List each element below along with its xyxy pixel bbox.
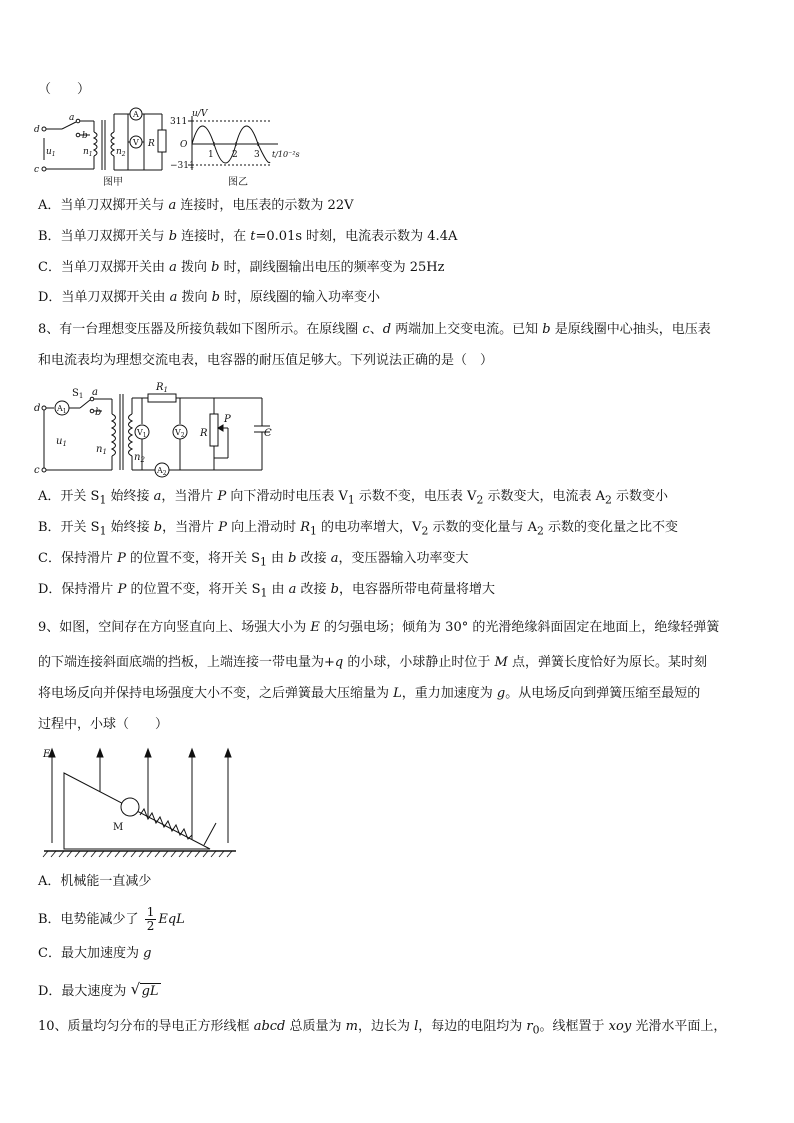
svg-text:n2: $n_2$ [134, 452, 145, 464]
svg-text:A2: $A_2$ [157, 466, 167, 477]
q8-stem-line-2: 和电流表均为理想交流电表，电容器的耐压值足够大。下列说法正确的是（ ） [38, 353, 494, 368]
svg-text:C: C [264, 428, 272, 439]
svg-text:d: d [34, 403, 41, 414]
q8-figure-circuit [32, 378, 272, 478]
q8-option-c: C．保持滑片 P 的位置不变，将开关 $S_1$ 由 b 改接 a，变压器输入功率变大 [38, 551, 469, 569]
svg-text:b: b [95, 407, 102, 418]
q9-option-d: D．最大速度为 √ gL [38, 980, 159, 999]
graph-y-max: 311 [170, 117, 188, 127]
svg-text:A1: $A_1$ [57, 404, 67, 415]
graph-tick-3: 3 [254, 150, 260, 160]
q10-stem-line-1: 10、质量均匀分布的导电正方形线框 abcd 总质量为 m，边长为 l，每边的电阻均为 $r_0$。线框置于 xoy 光滑水平面上， [38, 1019, 727, 1037]
q8-option-a: A．开关 $S_1$ 始终接 a，当滑片 P 向下滑动时电压表 $V_1$ 示数不变，电压表 $V_2$ 示数变大，电流表 $A_2$ 示数变小 [38, 489, 669, 507]
q7-option-a: A．当单刀双掷开关与 a 连接时，电压表的示数为 22V [38, 198, 354, 213]
q7-figure-b-graph [170, 110, 305, 175]
q9-stem-line-1: 9、如图，空间存在方向竖直向上、场强大小为 E 的匀强电场；倾角为 30° 的光滑绝缘斜面固定在地面上，绝缘轻弹簧 [38, 620, 720, 635]
graph-tick-1: 1 [208, 150, 214, 160]
svg-text:V1: $V_1$ [137, 428, 147, 439]
q7-figure-a-circuit [32, 108, 172, 178]
voltmeter-label: V [133, 138, 139, 147]
q9-option-a: A．机械能一直减少 [38, 874, 152, 889]
svg-text:a: a [92, 387, 98, 398]
svg-text:u1: $u_1$ [46, 147, 56, 158]
graph-y-min: −311 [170, 161, 195, 171]
graph-tick-2: 2 [232, 150, 238, 160]
q9-option-b: B．电势能减少了 $\frac{1}{2}$ EqL [38, 905, 185, 933]
svg-text:n1: $n_1$ [83, 147, 93, 158]
q9-option-c: C．最大加速度为 g [38, 946, 152, 961]
q9-figure-incline [40, 745, 240, 860]
fig-a-label-b: b [82, 131, 88, 141]
svg-text:S1: $S_1$ [72, 388, 84, 400]
svg-text:R: R [200, 428, 208, 439]
ammeter-label: A [133, 110, 139, 119]
q8-option-d: D．保持滑片 P 的位置不变，将开关 $S_1$ 由 a 改接 b，电容器所带电荷量将增大 [38, 582, 496, 600]
resistor-label: R [148, 139, 155, 149]
q7-stem-tail: （ ） [38, 82, 91, 97]
field-label-E: E [43, 749, 51, 760]
graph-x-label: t/10⁻²s [272, 150, 300, 159]
svg-text:R1: $R_1$ [156, 382, 168, 394]
q9-stem-line-2: 的下端连接斜面底端的挡板，上端连接一带电量为+q 的小球，小球静止时位于 M 点，弹簧长度恰好为原长。某时刻 [38, 655, 707, 670]
svg-text:n1: $n_1$ [96, 444, 107, 456]
q9-stem-line-4: 过程中，小球（ ） [38, 717, 169, 732]
q8-stem-line-1: 8、有一台理想变压器及所接负载如下图所示。在原线圈 c、d 两端加上交变电流。已知 b 是原线圈中心抽头，电压表 [38, 322, 711, 337]
fig-a-label-c: c [34, 165, 40, 175]
fig-a-label-d: d [34, 125, 40, 135]
q8-option-b: B．开关 $S_1$ 始终接 b，当滑片 P 向上滑动时 $R_1$ 的电功率增大，$V_2$ 示数的变化量与 $A_2$ 示数的变化量之比不变 [38, 520, 679, 538]
q7-option-d: D．当单刀双掷开关由 a 拨向 b 时，原线圈的输入功率变小 [38, 290, 381, 305]
svg-text:P: P [224, 414, 231, 425]
graph-y-label: u/V [192, 109, 208, 119]
q7-fig-b-caption: 图乙 [228, 177, 248, 188]
q7-option-b: B．当单刀双掷开关与 b 连接时，在 t=0.01s 时刻，电流表示数为 4.4A [38, 229, 458, 244]
q7-fig-a-caption: 图甲 [103, 177, 123, 188]
svg-text:V2: $V_2$ [175, 428, 185, 439]
svg-text:u1: $u_1$ [56, 436, 67, 448]
q7-option-c: C．当单刀双掷开关由 a 拨向 b 时，副线圈输出电压的频率变为 25Hz [38, 260, 445, 275]
fig-a-label-a: a [69, 113, 75, 123]
q9-stem-line-3: 将电场反向并保持电场强度大小不变，之后弹簧最大压缩量为 L，重力加速度为 g。从电场反向到弹簧压缩至最短的 [38, 686, 701, 701]
svg-text:n2: $n_2$ [116, 147, 126, 158]
svg-text:c: c [34, 465, 40, 476]
graph-origin: O [180, 140, 188, 150]
point-label-M: M [113, 822, 124, 833]
